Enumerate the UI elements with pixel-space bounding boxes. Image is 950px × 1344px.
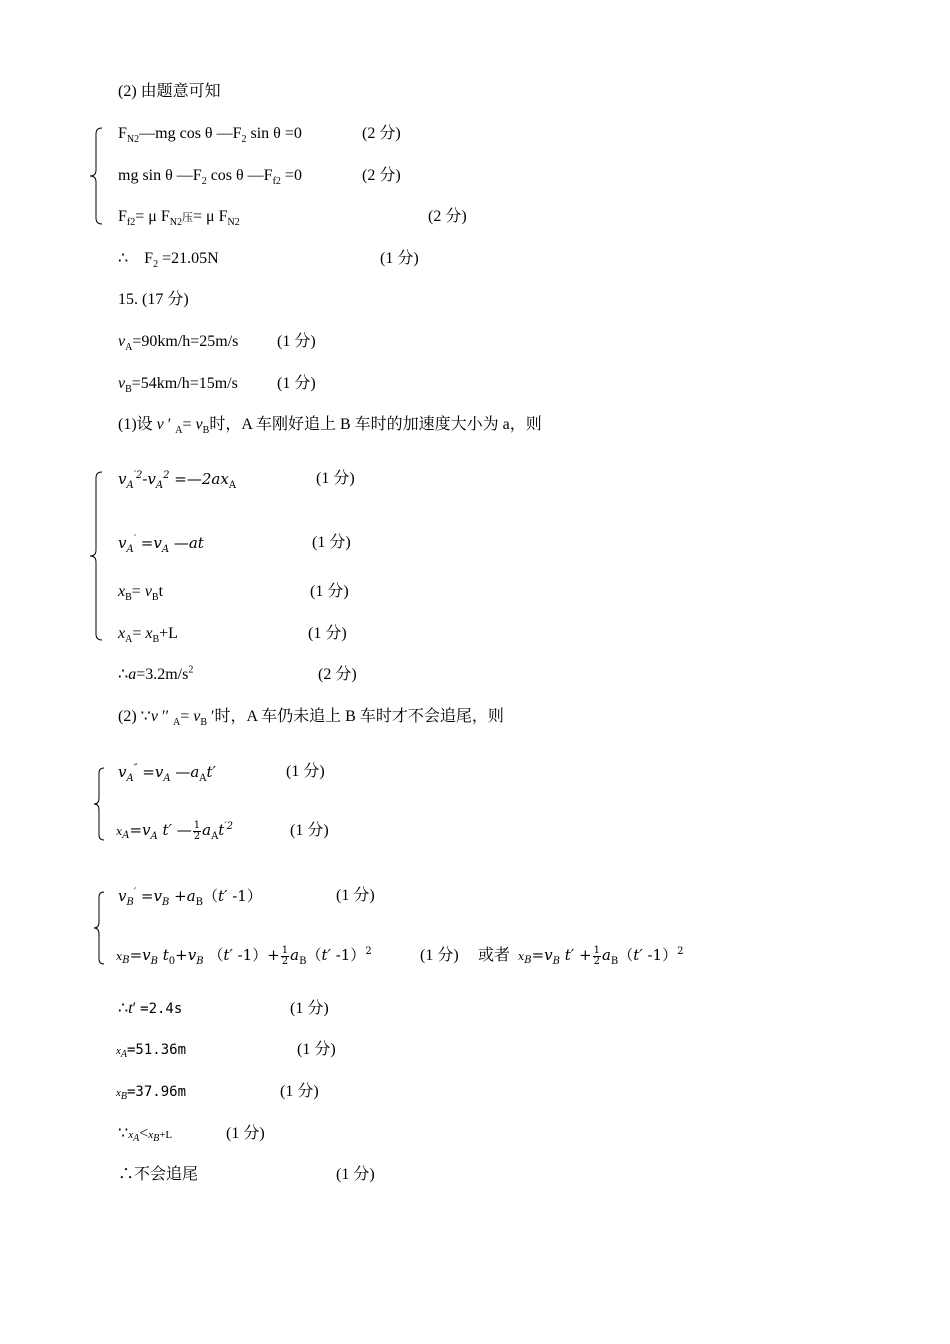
- brace-system-1: [88, 126, 104, 226]
- result-xa-score: (1 分): [297, 1041, 336, 1058]
- result-xb: $x_B=37.96m$: [116, 1084, 187, 1103]
- eq-xb-alt-label: 或者: [478, 947, 511, 964]
- brace-system-2: [88, 470, 104, 642]
- result-final: ∴不会追尾: [118, 1166, 199, 1183]
- condition-1: (1)设 v ′ $_A= v_B$时，A 车刚好追上 B 车时的加速度大小为 a，则: [118, 416, 542, 437]
- result-time-score: (1 分): [290, 1000, 329, 1017]
- kinematic-eq-4: $x_A= x_B+L$: [118, 625, 178, 646]
- kinematic-eq-1: $v_A^{'2}-v_A^2$ $=—2ax_A$: [118, 470, 237, 491]
- result-xb-score: (1 分): [280, 1083, 319, 1100]
- result-compare: $\because x_A<x_B+L$: [118, 1125, 173, 1145]
- velocity-a: $v_A=90km/h=25m/s$: [118, 333, 239, 354]
- condition-1-text: 时，A 车刚好追上 B 车时的加速度大小为 a，则: [209, 416, 542, 433]
- velocity-b-score: (1 分): [277, 375, 316, 392]
- brace-system-4: [92, 890, 106, 966]
- velocity-b: $v_B=54km/h=15m/s$: [118, 375, 238, 396]
- kinematic-eq-3-score: (1 分): [310, 583, 349, 600]
- eq-xa-score: (1 分): [290, 822, 329, 839]
- eq-vb-prime: $v_B' =v_B +a_B(t'$ -1）: [118, 887, 262, 908]
- part2-intro: (2) 由题意可知: [118, 83, 221, 100]
- eq-xa: $x_A=v_A$ t′ — $\frac{1}{2}$ $a_At^{'2}$: [116, 819, 233, 842]
- equation-score: (2 分): [362, 167, 401, 184]
- eq-xb-score: (1 分): [420, 947, 459, 964]
- equation-score: (2 分): [362, 125, 401, 142]
- result-time: ∴t′ =2.4s: [118, 1000, 183, 1017]
- result-compare-score: (1 分): [226, 1125, 265, 1142]
- result-acceleration: $\therefore a=3.2m/s^2$: [118, 664, 194, 683]
- kinematic-eq-1-score: (1 分): [316, 470, 355, 487]
- kinematic-eq-4-score: (1 分): [308, 625, 347, 642]
- equation-friction-def: $F_{f2}= \mu$ $F_{N2}$压= μ $F_{N2}$: [118, 208, 240, 229]
- equation-score: (2 分): [428, 208, 467, 225]
- eq-va-double-prime-score: (1 分): [286, 763, 325, 780]
- kinematic-eq-2: $v_A' =v_A$ —at: [118, 534, 204, 555]
- result-score: (1 分): [380, 250, 419, 267]
- eq-xb: $x_B=v_B$ $t_0+v_B$ （t′ -1）+ $\frac{1}{2}$ $a_B(t'$ -1）$^2$: [116, 944, 372, 967]
- kinematic-eq-2-score: (1 分): [312, 534, 351, 551]
- velocity-a-score: (1 分): [277, 333, 316, 350]
- result-f2: ∴ $F_2 =21.05N$: [118, 250, 219, 271]
- brace-system-3: [92, 766, 106, 842]
- eq-vb-prime-score: (1 分): [336, 887, 375, 904]
- result-xa: $x_A=51.36m$: [116, 1042, 187, 1061]
- eq-va-double-prime: $v_A'' =v_A$ $—a_At'$: [118, 763, 216, 784]
- result-final-score: (1 分): [336, 1166, 375, 1183]
- equation-friction-balance: mg sin θ $—F_2$ cos θ $—F_{f2} =0$: [118, 167, 302, 188]
- condition-2-text: 时，A 车仍未追上 B 车时才不会追尾，则: [214, 708, 504, 725]
- eq-xb-alt: $x_B=v_B$ t′ + $\frac{1}{2}$ $a_B(t'$ -1）$^2$: [518, 944, 684, 967]
- condition-2: (2) ∵v ′′ $_A= v_B$ ′时，A 车仍未追上 B 车时才不会追尾，则: [118, 708, 504, 729]
- result-acceleration-score: (2 分): [318, 666, 357, 683]
- kinematic-eq-3: $x_B= v_Bt$: [118, 583, 164, 604]
- question-15-heading: 15. (17 分): [118, 291, 189, 308]
- equation-normal-force: $F_{N2}—mg$ cos θ $—F_2$ sin θ =0: [118, 125, 302, 146]
